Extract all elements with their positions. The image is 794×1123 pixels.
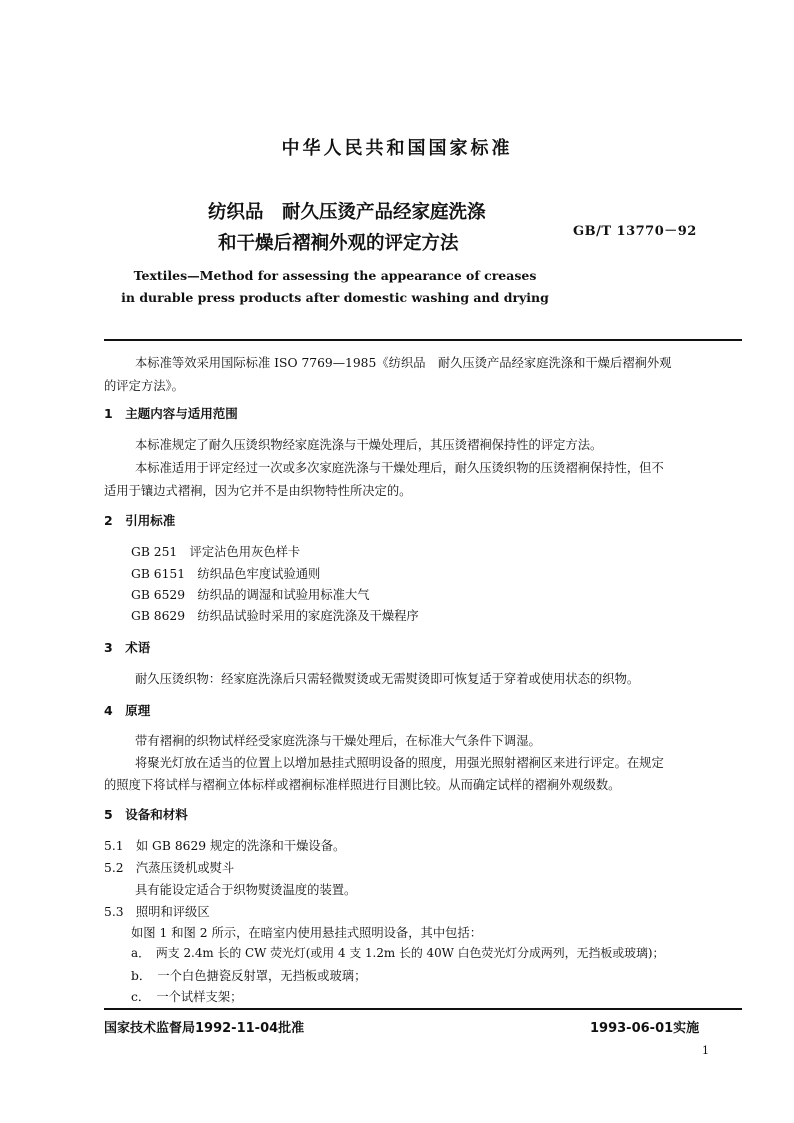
preface-line2: 的评定方法》。 <box>104 379 184 393</box>
title-cn-line1: 纺织品 耐久压烫产品经家庭洗涤 <box>208 202 486 223</box>
section-1-paragraph: 本标准适用于评定经过一次或多次家庭洗涤与干燥处理后，耐久压烫织物的压烫褶裥保持性，但不 <box>135 461 664 475</box>
section-4-paragraph: 带有褶裥的织物试样经受家庭洗涤与干燥处理后，在标准大气条件下调湿。 <box>135 734 541 748</box>
preface-line1: 本标准等效采用国际标准 ISO 7769—1985《纺织品 耐久压烫产品经家庭洗涤和干燥后褶裥外观 <box>135 356 672 370</box>
section-1-heading: 1 主题内容与适用范围 <box>104 406 238 421</box>
section-1-paragraph: 本标准规定了耐久压烫织物经家庭洗涤与干燥处理后，其压烫褶裥保持性的评定方法。 <box>135 438 603 452</box>
clause-5-3: 5.3 照明和评级区 <box>104 905 210 919</box>
reference-item: GB 6151 纺织品色牢度试验通则 <box>131 567 321 581</box>
section-4-heading: 4 原理 <box>104 703 151 718</box>
clause-5-2: 5.2 汽蒸压烫机或熨斗 <box>104 861 235 875</box>
section-3-paragraph: 耐久压烫织物：经家庭洗涤后只需轻微熨烫或无需熨烫即可恢复适于穿着或使用状态的织物。 <box>135 672 640 686</box>
section-3-heading: 3 术语 <box>104 640 151 655</box>
list-item-b: b． 一个白色搪瓷反射罩，无挡板或玻璃； <box>131 969 367 983</box>
footer-rule <box>104 1008 742 1010</box>
reference-item: GB 8629 纺织品试验时采用的家庭洗涤及干燥程序 <box>131 609 419 623</box>
section-4-paragraph: 将聚光灯放在适当的位置上以增加悬挂式照明设备的照度，用强光照射褶裥区来进行评定。在规定 <box>135 756 664 770</box>
top-rule <box>104 339 742 341</box>
title-en-line2: in durable press products after domestic washing and drying <box>121 290 549 305</box>
clause-5-1: 5.1 如 GB 8629 规定的洗涤和干燥设备。 <box>104 839 346 853</box>
title-en-line1: Textiles—Method for assessing the appearance of creases <box>133 268 537 283</box>
list-item-a: a． 两支 2.4m 长的 CW 荧光灯(或用 4 支 1.2m 长的 40W 白色荧光灯分成两列，无挡板或玻璃)； <box>131 946 665 960</box>
list-item-c: c． 一个试样支架； <box>131 990 243 1004</box>
section-1-paragraph: 适用于镶边式褶裥，因为它并不是由织物特性所决定的。 <box>104 484 412 498</box>
title-cn-line2: 和干燥后褶裥外观的评定方法 <box>218 233 459 254</box>
standard-number: GB/T 13770－92 <box>573 224 697 239</box>
reference-item: GB 6529 纺织品的调湿和试验用标准大气 <box>131 588 370 602</box>
approval-date: 国家技术监督局1992-11-04批准 <box>104 1021 305 1036</box>
section-4-paragraph: 的照度下将试样与褶裥立体标样或褶裥标准样照进行目测比较。从而确定试样的褶裥外观级数。 <box>104 778 621 792</box>
clause-5-2-text: 具有能设定适合于织物熨烫温度的装置。 <box>135 883 357 897</box>
section-5-heading: 5 设备和材料 <box>104 807 188 822</box>
national-standard-header: 中华人民共和国国家标准 <box>281 138 513 159</box>
effective-date: 1993-06-01实施 <box>590 1021 700 1036</box>
clause-5-3-text: 如图 1 和图 2 所示，在暗室内使用悬挂式照明设备，其中包括： <box>131 926 483 940</box>
reference-item: GB 251 评定沾色用灰色样卡 <box>131 545 301 559</box>
page-number: 1 <box>702 1044 709 1057</box>
section-2-heading: 2 引用标准 <box>104 513 176 528</box>
